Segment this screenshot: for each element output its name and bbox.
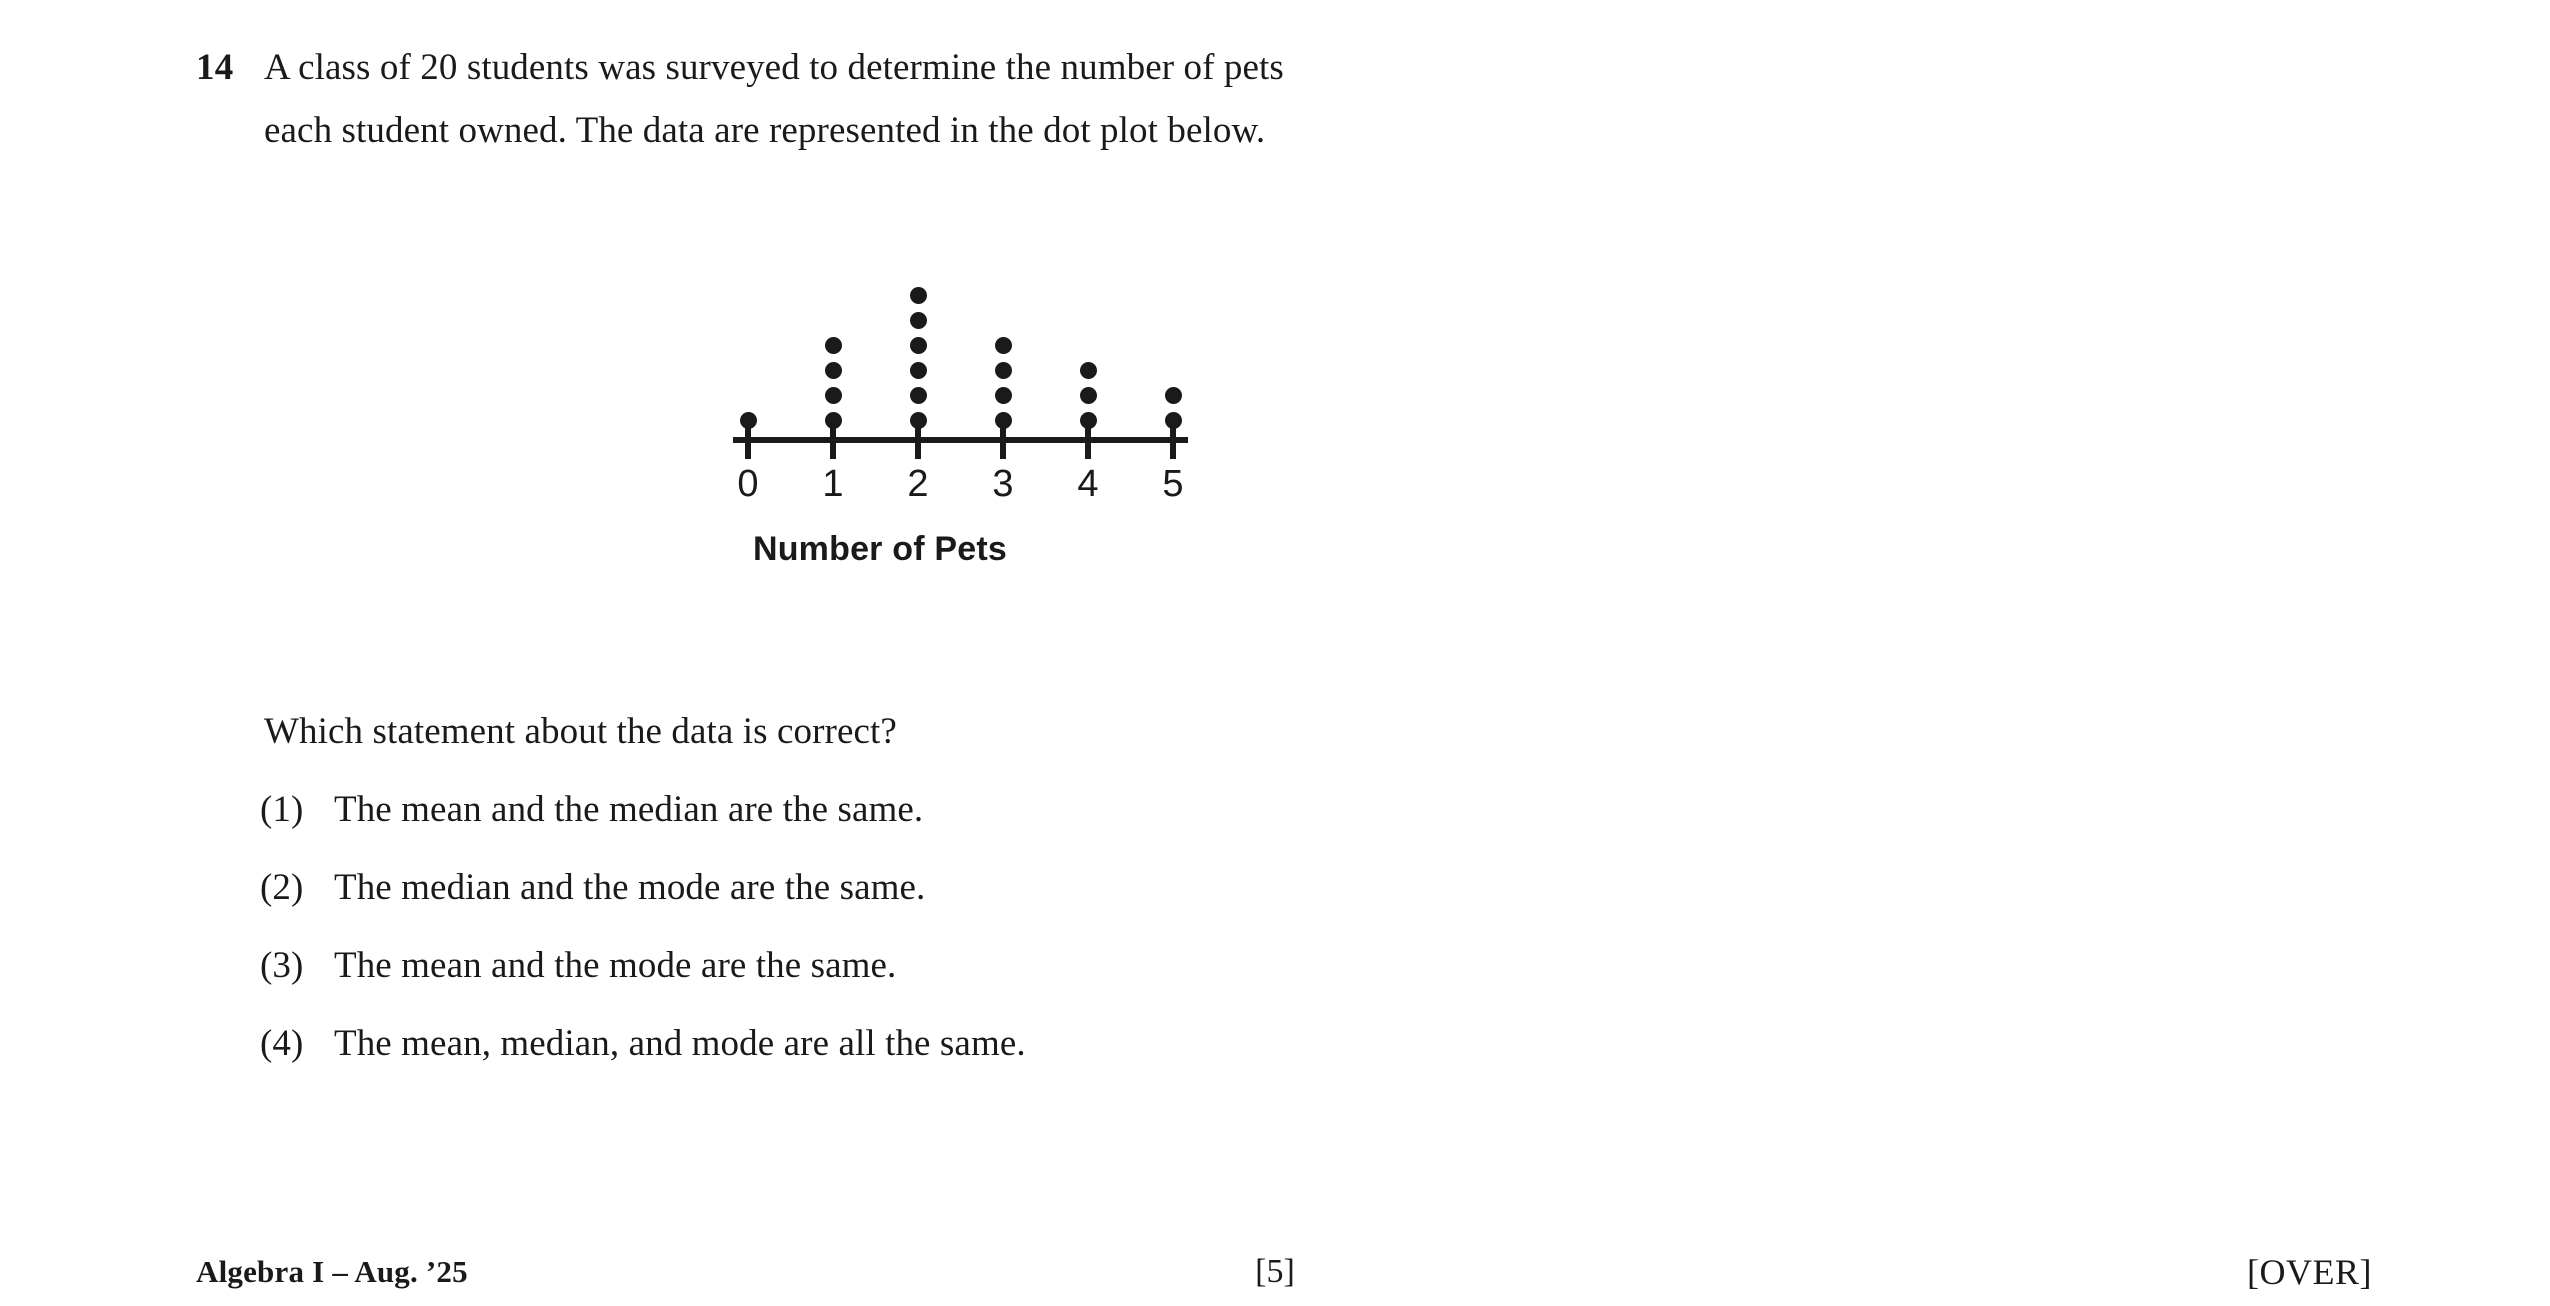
dot-plot-figure: [600, 200, 1184, 600]
dot-plot-axis-title: Number of Pets: [752, 530, 1008, 568]
answer-choice[interactable]: [260, 934, 1660, 1012]
answer-choice-text: The mean, median, and mode are all the same.: [334, 1023, 1026, 1064]
axis-tick: [745, 421, 751, 459]
answer-choice-key: (1): [260, 789, 304, 830]
axis-tick-label: 1: [822, 463, 844, 505]
axis-tick: [1085, 421, 1091, 459]
data-dot: [825, 362, 842, 379]
answer-choice[interactable]: [260, 778, 1660, 856]
answer-choice-key: (2): [260, 867, 304, 908]
answer-choice-list: [260, 778, 1660, 1090]
data-dot: [1080, 387, 1097, 404]
question-prompt: Which statement about the data is correct?: [264, 711, 897, 752]
footer-page-number: [5]: [1255, 1253, 1295, 1290]
axis-tick-label: 5: [1162, 463, 1184, 505]
axis-tick-label: 4: [1077, 463, 1099, 505]
answer-choice[interactable]: [260, 856, 1660, 934]
answer-choice[interactable]: [260, 1012, 1660, 1090]
data-dot: [825, 387, 842, 404]
axis-tick-label: 2: [907, 463, 929, 505]
data-dot: [1080, 362, 1097, 379]
data-dot: [825, 337, 842, 354]
answer-choice-text: The mean and the median are the same.: [334, 789, 924, 830]
axis-tick: [1170, 421, 1176, 459]
dot-plot-axis-line: [733, 437, 1188, 443]
data-dot: [910, 362, 927, 379]
data-dot: [910, 387, 927, 404]
axis-tick-label: 0: [737, 463, 759, 505]
dot-plot-area: [600, 200, 1160, 460]
axis-tick-label: 3: [992, 463, 1014, 505]
answer-choice-key: (3): [260, 945, 304, 986]
question-number: 14: [196, 47, 234, 88]
answer-choice-text: The mean and the mode are the same.: [334, 945, 897, 986]
question-first-line: [196, 36, 1756, 99]
data-dot: [910, 312, 927, 329]
answer-choice-key: (4): [260, 1023, 304, 1064]
data-dot: [995, 387, 1012, 404]
question-block: [196, 36, 1756, 162]
data-dot: [995, 362, 1012, 379]
data-dot: [910, 287, 927, 304]
data-dot: [995, 337, 1012, 354]
axis-tick: [1000, 421, 1006, 459]
question-text-line-1: A class of 20 students was surveyed to determine the number of pets: [264, 47, 1284, 88]
footer-exam-label: Algebra I – Aug. ’25: [196, 1254, 468, 1289]
data-dot: [910, 337, 927, 354]
axis-tick: [915, 421, 921, 459]
axis-tick: [830, 421, 836, 459]
footer-over-marker: [OVER]: [2247, 1252, 2372, 1292]
question-text-line-2: each student owned. The data are represented in the dot plot below.: [264, 110, 1266, 151]
answer-choice-text: The median and the mode are the same.: [334, 867, 926, 908]
data-dot: [1165, 387, 1182, 404]
